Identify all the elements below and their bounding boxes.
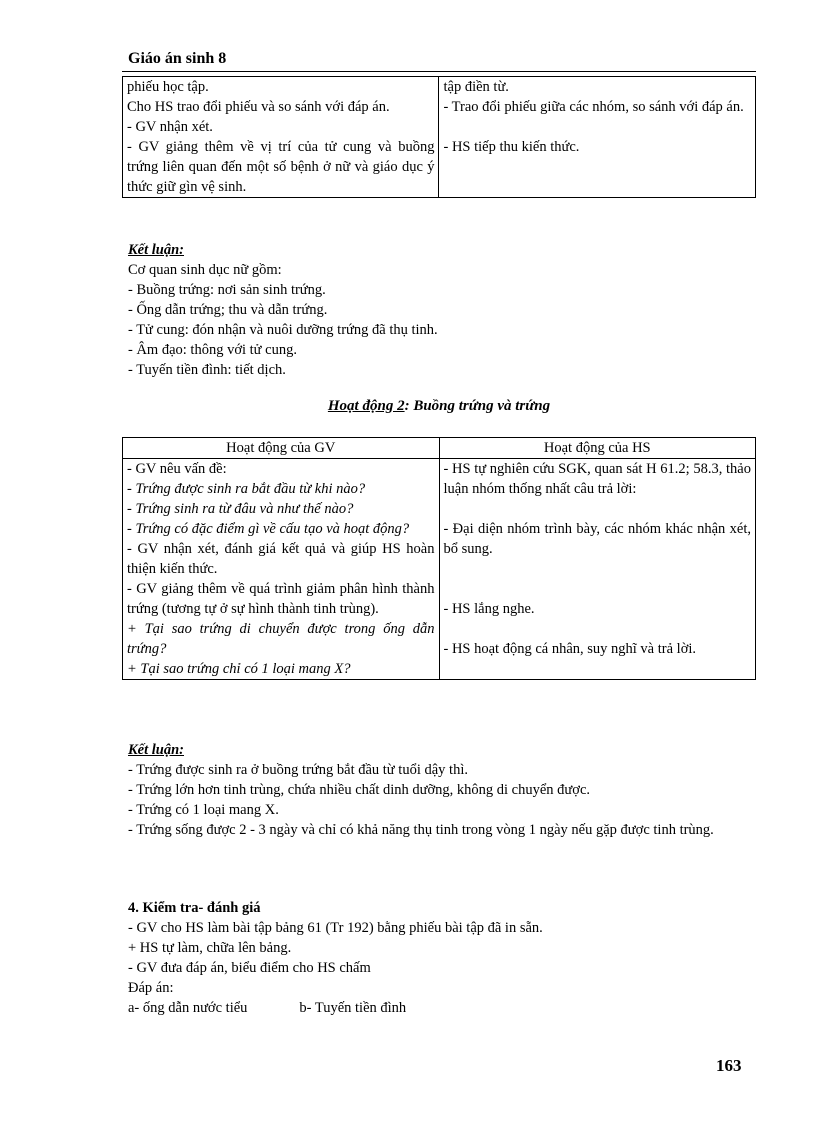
- table-header-row: [123, 438, 756, 459]
- conclusion-title: Kết luận:: [128, 242, 184, 258]
- table-text: - Đại diện nhóm trình bày, các nhóm khác nhận xét, bổ sung.: [443, 521, 751, 557]
- table-text: - HS tiếp thu kiến thức.: [443, 139, 580, 155]
- table-text: - Trao đổi phiếu giữa các nhóm, so sánh với đáp án.: [443, 99, 744, 115]
- section-line: Đáp án:: [128, 980, 174, 996]
- table-text: tập điền từ.: [443, 79, 509, 95]
- table-text: - GV giảng thêm về quá trình giảm phân hình thành trứng (tương tự ở sự hình thành tinh trùng).: [127, 581, 435, 617]
- table-text: + Tại sao trứng di chuyển được trong ống dẫn trứng?: [127, 621, 435, 657]
- activity-table-2: [122, 437, 756, 680]
- table-text: - GV nhận xét, đánh giá kết quả và giúp HS hoàn thiện kiến thức.: [127, 541, 435, 577]
- table-text: - HS tự nghiên cứu SGK, quan sát H 61.2; 58.3, thảo luận nhóm thống nhất câu trả lời:: [443, 461, 751, 497]
- conclusion-line: - Buồng trứng: nơi sản sinh trứng.: [128, 282, 326, 298]
- conclusion-line: - Tử cung: đón nhận và nuôi dưỡng trứng đã thụ tinh.: [128, 322, 438, 338]
- answer-a: a- ống dẫn nước tiểu: [128, 1000, 248, 1016]
- student-activity-header: Hoạt động của HS: [439, 438, 756, 459]
- table-text: - HS lắng nghe.: [443, 601, 535, 617]
- teacher-activity-header: Hoạt động của GV: [123, 438, 440, 459]
- table-text: - GV giảng thêm về vị trí của tử cung và buồng trứng liên quan đến một số bệnh ở nữ và giáo dục ý thức giữ gìn vệ sinh.: [127, 139, 435, 195]
- answer-line: [128, 998, 756, 1018]
- section-line: - GV cho HS làm bài tập bảng 61 (Tr 192) bằng phiếu bài tập đã in sẵn.: [128, 920, 543, 936]
- table-text: - GV nhận xét.: [127, 119, 213, 135]
- activity-2-title: [122, 398, 756, 415]
- table-text: + Tại sao trứng chỉ có 1 loại mang X?: [127, 661, 351, 677]
- section-4-title: 4. Kiểm tra- đánh giá: [128, 900, 261, 916]
- conclusion-title: Kết luận:: [128, 742, 184, 758]
- activity-2-rest: : Buồng trứng và trứng: [404, 398, 551, 414]
- section-line: - GV đưa đáp án, biểu điểm cho HS chấm: [128, 960, 371, 976]
- table-text: phiếu học tập.: [127, 79, 209, 95]
- table-row: [123, 77, 756, 198]
- conclusion-line: - Ống dẫn trứng; thu và dẫn trứng.: [128, 302, 328, 318]
- page-number: 163: [716, 1056, 742, 1075]
- header-rule: [122, 71, 756, 72]
- activity-table-1: [122, 76, 756, 198]
- conclusion-line: - Trứng được sinh ra ở buồng trứng bắt đầu từ tuổi dậy thì.: [128, 762, 468, 778]
- student-activity-cell: [439, 459, 756, 680]
- table-text: - Trứng được sinh ra bắt đầu từ khi nào?: [127, 481, 366, 497]
- table-text: - Trứng sinh ra từ đâu và như thế nào?: [127, 501, 354, 517]
- conclusion-line: - Trứng sống được 2 - 3 ngày và chỉ có khả năng thụ tinh trong vòng 1 ngày nếu gặp được tinh trùng.: [128, 822, 714, 838]
- table-text: - Trứng có đặc điểm gì về cấu tạo và hoạt động?: [127, 521, 410, 537]
- teacher-activity-cell: [123, 77, 439, 198]
- answer-b: b- Tuyến tiền đình: [299, 1000, 407, 1016]
- table-text: - HS hoạt động cá nhân, suy nghĩ và trả lời.: [443, 641, 697, 657]
- conclusion-line: - Trứng lớn hơn tinh trùng, chứa nhiều chất dinh dưỡng, không di chuyển được.: [128, 782, 591, 798]
- table-text: Cho HS trao đổi phiếu và so sánh với đáp án.: [127, 99, 390, 115]
- conclusion-1: [128, 240, 438, 380]
- conclusion-line: Cơ quan sinh dục nữ gồm:: [128, 262, 282, 278]
- section-4: [128, 898, 756, 1018]
- header-title: Giáo án sinh 8: [128, 50, 227, 67]
- table-row: [123, 459, 756, 680]
- teacher-activity-cell: [123, 459, 440, 680]
- conclusion-2: [128, 740, 756, 840]
- conclusion-line: - Âm đạo: thông với tử cung.: [128, 342, 297, 358]
- conclusion-line: - Trứng có 1 loại mang X.: [128, 802, 279, 818]
- section-line: + HS tự làm, chữa lên bảng.: [128, 940, 292, 956]
- table-text: - GV nêu vấn đề:: [127, 461, 227, 477]
- student-activity-cell: [439, 77, 756, 198]
- activity-2-label: Hoạt động 2: [327, 398, 405, 414]
- conclusion-line: - Tuyến tiền đình: tiết dịch.: [128, 362, 286, 378]
